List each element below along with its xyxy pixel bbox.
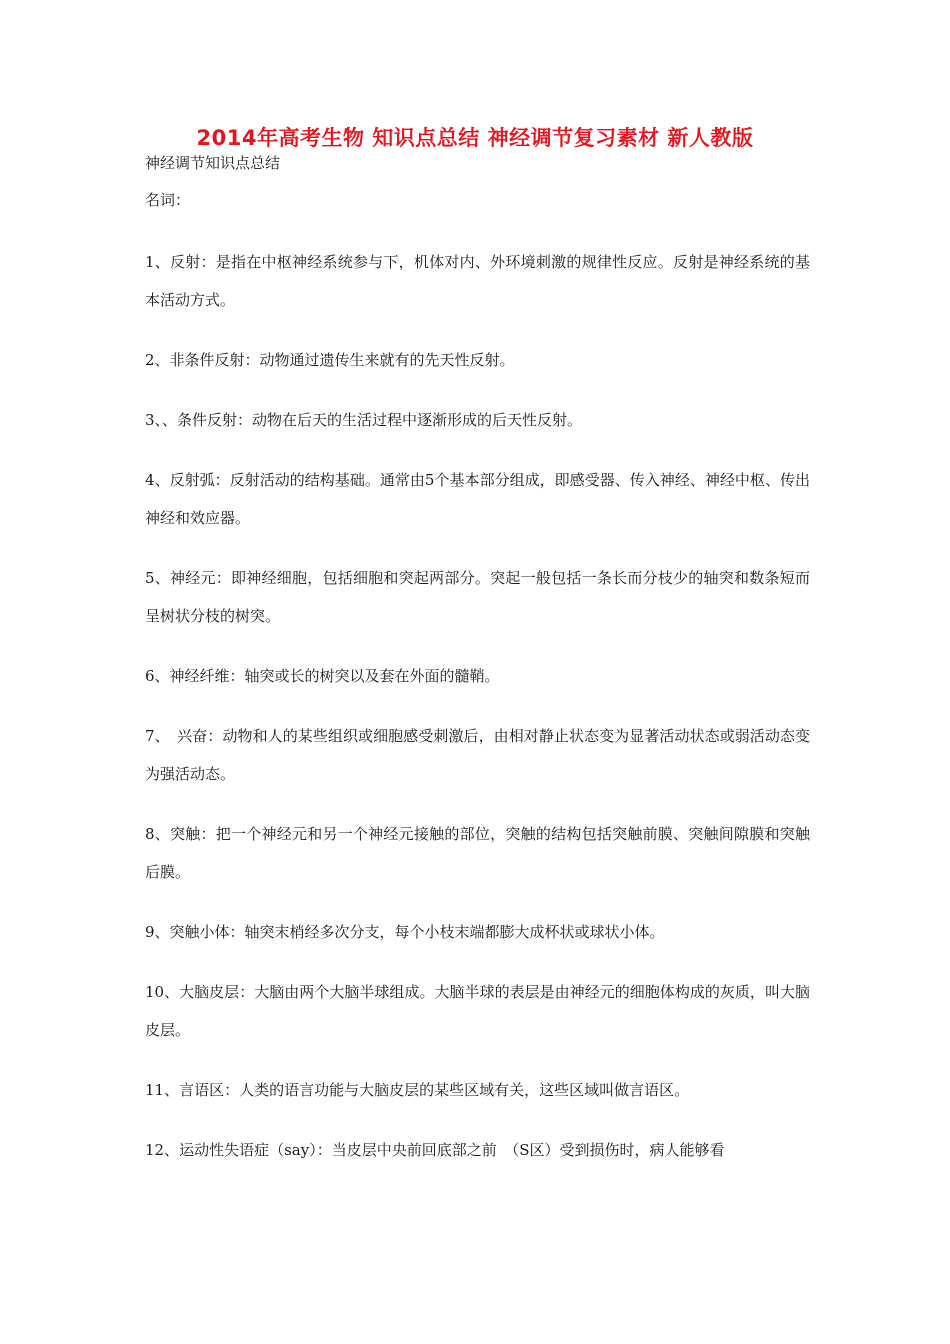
term-entry-6: 6、神经纤维：轴突或长的树突以及套在外面的髓鞘。 [145,667,500,685]
term-entry-11: 11、言语区：人类的语言功能与大脑皮层的某些区域有关，这些区域叫做言语区。 [145,1081,690,1099]
term-entry-3: 3、、条件反射：动物在后天的生活过程中逐渐形成的后天性反射。 [145,411,583,429]
term-list [145,243,810,1191]
term-entry-12: 12、运动性失语症（say）：当皮层中央前回底部之前 （S区）受到损伤时，病人能够看 [145,1141,725,1159]
term-entry-7: 7、 兴奋：动物和人的某些组织或细胞感受刺激后，由相对静止状态变为显著活动状态或弱活动态变为强活动态。 [145,727,810,783]
term-entry-8: 8、突触：把一个神经元和另一个神经元接触的部位，突触的结构包括突触前膜、突触间隙膜和突触后膜。 [145,825,810,881]
term-entry-1: 1、反射：是指在中枢神经系统参与下，机体对内、外环境刺激的规律性反应。反射是神经系统的基本活动方式。 [145,253,810,309]
term-entry-2: 2、非条件反射：动物通过遗传生来就有的先天性反射。 [145,351,515,369]
term-entry-4: 4、反射弧：反射活动的结构基础。通常由5个基本部分组成，即感受器、传入神经、神经中枢、传出神经和效应器。 [145,471,810,527]
term-entry-10: 10、大脑皮层：大脑由两个大脑半球组成。大脑半球的表层是由神经元的细胞体构成的灰质，叫大脑皮层。 [145,983,810,1039]
terms-heading: 名词： [145,191,191,209]
document-subtitle: 神经调节知识点总结 [145,154,281,172]
document-title: 2014年高考生物 知识点总结 神经调节复习素材 新人教版 [196,126,754,150]
term-entry-9: 9、突触小体：轴突末梢经多次分支，每个小枝末端都膨大成杯状或球状小体。 [145,923,665,941]
term-entry-5: 5、神经元：即神经细胞，包括细胞和突起两部分。突起一般包括一条长而分枝少的轴突和数条短而呈树状分枝的树突。 [145,569,810,625]
